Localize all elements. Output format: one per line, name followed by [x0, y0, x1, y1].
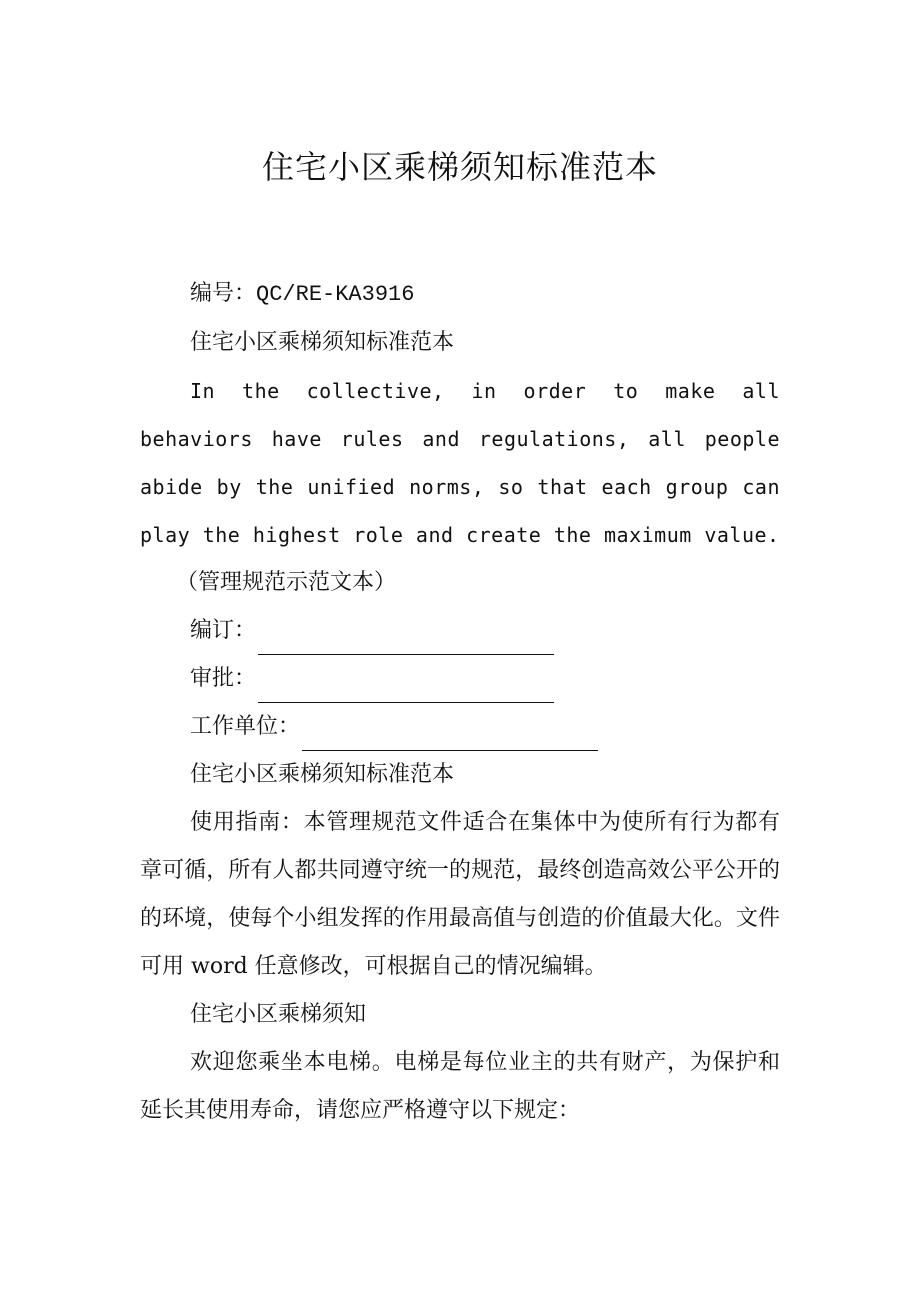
code-value: QC/RE-KA3916 — [256, 282, 415, 307]
document-title: 住宅小区乘梯须知标准范本 — [261, 148, 658, 186]
document-subtitle: 住宅小区乘梯须知标准范本 — [190, 330, 455, 355]
english-intro: In the collective, in order to make all behaviors have rules and regulations, all people abide by the unified norms, so that each group can play the highest role and create the maximum value. — [140, 379, 780, 547]
form-field-label: 编订： — [190, 618, 257, 643]
approve-blank-line[interactable] — [258, 672, 554, 703]
form-field-label: 审批： — [190, 666, 257, 691]
form-field-work-unit — [140, 703, 780, 751]
form-field-compile — [140, 607, 780, 655]
code-label: 编号： — [190, 281, 257, 306]
type-note: （管理规范示范文本） — [176, 570, 397, 595]
document-body — [140, 270, 780, 1135]
form-field-approve — [140, 655, 780, 703]
document-code — [140, 270, 780, 319]
form-field-label: 工作单位： — [190, 714, 301, 739]
usage-guide-paragraph: 使用指南：本管理规范文件适合在集体中为使所有行为都有章可循，所有人都共同遵守统一的规范，最终创造高效公平公开的的环境，使每个小组发挥的作用最高值与创造的价值最大化。文件可用 word 任意修改，可根据自己的情况编辑。 — [140, 810, 780, 979]
welcome-paragraph: 欢迎您乘坐本电梯。电梯是每位业主的共有财产，为保护和延长其使用寿命，请您应严格遵守以下规定： — [140, 1050, 780, 1123]
section-title-standard: 住宅小区乘梯须知标准范本 — [190, 762, 455, 787]
section-title-notice: 住宅小区乘梯须知 — [190, 1002, 367, 1027]
compile-blank-line[interactable] — [258, 624, 554, 655]
work-unit-blank-line[interactable] — [302, 720, 598, 751]
